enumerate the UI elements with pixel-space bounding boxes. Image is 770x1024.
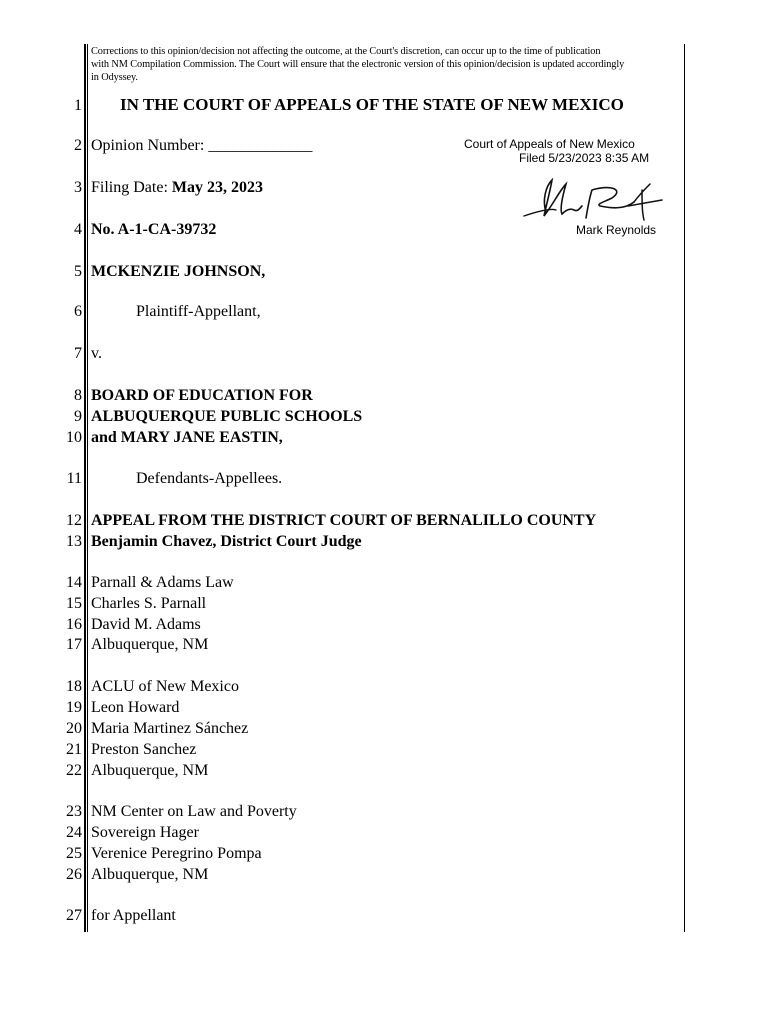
stamp-filed-time: Filed 5/23/2023 8:35 AM [519, 151, 650, 165]
line-number: 16 [66, 616, 82, 633]
plaintiff-name: MCKENZIE JOHNSON, [91, 263, 266, 280]
line-number: 17 [66, 636, 82, 653]
line-number: 15 [66, 595, 82, 612]
defendant-line: ALBUQUERQUE PUBLIC SCHOOLS [91, 408, 363, 425]
line-number: 1 [74, 97, 82, 114]
court-heading: IN THE COURT OF APPEALS OF THE STATE OF NEW MEXICO [120, 95, 624, 114]
counsel-name: Charles S. Parnall [91, 595, 207, 612]
counsel-city: Albuquerque, NM [91, 636, 209, 653]
appeal-source: APPEAL FROM THE DISTRICT COURT OF BERNALILLO COUNTY [91, 512, 597, 529]
counsel-name: Maria Martinez Sánchez [91, 720, 249, 737]
line-number: 20 [66, 720, 82, 737]
defendant-role: Defendants-Appellees. [136, 470, 283, 487]
counsel-for: for Appellant [91, 907, 176, 924]
line-number: 8 [74, 387, 82, 404]
corrections-notice [91, 45, 681, 85]
line-number: 18 [66, 678, 82, 695]
plaintiff-role: Plaintiff-Appellant, [136, 303, 261, 320]
district-judge: Benjamin Chavez, District Court Judge [91, 533, 362, 550]
line-number: 12 [66, 512, 82, 529]
counsel-city: Albuquerque, NM [91, 762, 209, 779]
left-margin-rule [84, 44, 86, 932]
notice-line: Corrections to this opinion/decision not affecting the outcome, at the Court's discretion, can occur up to the time of publication [91, 46, 601, 57]
clerk-signature [516, 172, 664, 228]
line-number: 3 [74, 179, 82, 196]
filing-date-value: May 23, 2023 [171, 179, 263, 196]
line-number: 10 [66, 429, 82, 446]
right-margin-rule [684, 44, 685, 932]
counsel-firm: Parnall & Adams Law [91, 574, 234, 591]
line-number: 4 [74, 221, 82, 238]
line-number: 14 [66, 574, 82, 591]
line-number: 5 [74, 263, 82, 280]
stamp-signer-name: Mark Reynolds [576, 223, 657, 237]
counsel-name: Preston Sanchez [91, 741, 197, 758]
line-number: 19 [66, 699, 82, 716]
counsel-name: David M. Adams [91, 616, 201, 633]
line-number: 25 [66, 845, 82, 862]
counsel-firm: NM Center on Law and Poverty [91, 803, 297, 820]
line-number: 11 [66, 470, 82, 487]
line-number: 23 [66, 803, 82, 820]
line-number: 24 [66, 824, 82, 841]
left-margin-rule-inner [87, 44, 88, 932]
line-number: 6 [74, 303, 82, 320]
line-number: 27 [66, 907, 82, 924]
line-number: 9 [74, 408, 82, 425]
filing-date [91, 178, 263, 198]
counsel-name: Verenice Peregrino Pompa [91, 845, 262, 862]
filing-date-label: Filing Date: [91, 179, 172, 196]
versus: v. [91, 345, 102, 362]
counsel-name: Sovereign Hager [91, 824, 199, 841]
defendant-line: BOARD OF EDUCATION FOR [91, 387, 313, 404]
counsel-name: Leon Howard [91, 699, 180, 716]
line-number: 26 [66, 866, 82, 883]
line-number: 7 [74, 345, 82, 362]
line-number: 2 [74, 137, 82, 154]
opinion-number: Opinion Number: _____________ [91, 137, 313, 154]
counsel-city: Albuquerque, NM [91, 866, 209, 883]
line-number: 22 [66, 762, 82, 779]
notice-line: with NM Compilation Commission. The Court will ensure that the electronic version of this opinion/decision is updated accordingly [91, 59, 625, 71]
line-number: 13 [66, 533, 82, 550]
case-number: No. A-1-CA-39732 [91, 221, 217, 238]
defendant-line: and MARY JANE EASTIN, [91, 429, 283, 446]
line-number: 21 [66, 741, 82, 758]
counsel-firm: ACLU of New Mexico [91, 678, 239, 695]
notice-line: in Odyssey. [91, 72, 138, 84]
stamp-court-name: Court of Appeals of New Mexico [464, 137, 635, 151]
